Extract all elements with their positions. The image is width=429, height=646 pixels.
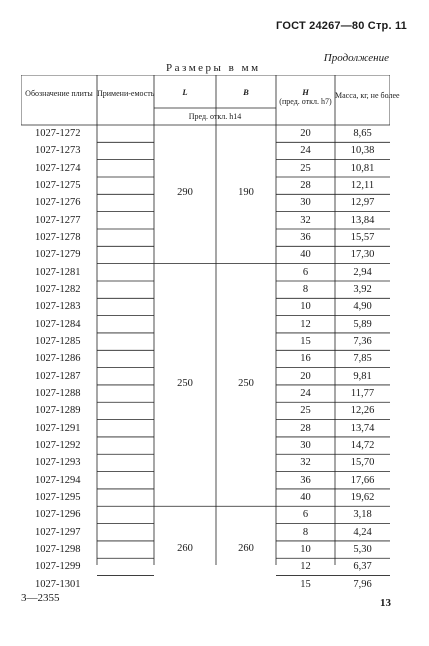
row-H-value: 24 bbox=[300, 145, 311, 157]
row-mass-value: 7,85 bbox=[353, 353, 372, 365]
header-L: L bbox=[182, 87, 188, 97]
row-mass-value: 7,36 bbox=[353, 335, 372, 347]
continuation-label: Продолжение bbox=[323, 52, 389, 64]
row-H-value: 32 bbox=[300, 457, 311, 469]
footer-order-number: 3—2355 bbox=[21, 592, 60, 604]
row-mass-value: 13,84 bbox=[350, 214, 375, 226]
row-designation: 1027-1291 bbox=[35, 422, 81, 434]
header-mass: Масса, кг, не более bbox=[335, 91, 400, 100]
row-designation: 1027-1284 bbox=[35, 318, 81, 330]
row-designation: 1027-1289 bbox=[35, 405, 81, 417]
row-designation: 1027-1272 bbox=[35, 128, 81, 139]
row-H-value: 15 bbox=[300, 335, 311, 347]
row-mass-value: 14,72 bbox=[350, 439, 375, 451]
row-mass-value: 15,70 bbox=[350, 457, 375, 469]
row-H-value: 20 bbox=[300, 370, 311, 382]
row-mass-value: 6,37 bbox=[353, 561, 372, 573]
row-H-value: 10 bbox=[300, 543, 311, 555]
row-H-value: 25 bbox=[300, 405, 311, 417]
row-mass-value: 9,81 bbox=[353, 370, 372, 382]
row-H-value: 8 bbox=[302, 283, 309, 295]
row-H-value: 40 bbox=[300, 249, 311, 261]
row-H-value: 25 bbox=[300, 162, 311, 174]
row-designation: 1027-1279 bbox=[35, 249, 81, 261]
row-mass-value: 3,92 bbox=[353, 283, 372, 295]
row-mass-value: 12,97 bbox=[350, 197, 375, 209]
row-mass-value: 10,38 bbox=[350, 145, 375, 157]
header-applicability: Примени-емость bbox=[97, 89, 155, 98]
row-mass-value: 7,96 bbox=[353, 578, 372, 590]
row-designation: 1027-1282 bbox=[35, 283, 81, 295]
row-mass-value: 10,81 bbox=[350, 162, 375, 174]
row-designation: 1027-1274 bbox=[35, 162, 81, 174]
row-H-value: 36 bbox=[300, 231, 311, 243]
dimensions-table bbox=[21, 75, 400, 590]
row-designation: 1027-1287 bbox=[35, 370, 81, 382]
group-L-value: 290 bbox=[177, 187, 193, 199]
row-designation: 1027-1292 bbox=[35, 439, 81, 451]
group-L-value: 250 bbox=[177, 377, 193, 389]
row-mass-value: 4,90 bbox=[353, 301, 372, 313]
row-designation: 1027-1301 bbox=[35, 578, 81, 590]
row-H-value: 12 bbox=[300, 561, 311, 573]
header-designation: Обозначение плиты bbox=[25, 89, 93, 98]
row-H-value: 16 bbox=[300, 353, 311, 365]
row-designation: 1027-1275 bbox=[35, 179, 81, 191]
row-designation: 1027-1286 bbox=[35, 353, 81, 365]
row-H-value: 20 bbox=[300, 128, 311, 139]
row-designation: 1027-1295 bbox=[35, 491, 81, 503]
row-designation: 1027-1283 bbox=[35, 301, 81, 313]
row-H-value: 6 bbox=[302, 509, 309, 521]
page-header: ГОСТ 24267—80 Стр. 11 bbox=[276, 20, 407, 32]
header-B: B bbox=[243, 87, 249, 97]
row-designation: 1027-1278 bbox=[35, 231, 81, 243]
row-designation: 1027-1294 bbox=[35, 474, 81, 486]
row-mass-value: 19,62 bbox=[350, 491, 375, 503]
row-H-value: 12 bbox=[300, 318, 311, 330]
row-H-value: 15 bbox=[300, 578, 311, 590]
row-H-value: 6 bbox=[302, 266, 309, 278]
header-H: H bbox=[302, 87, 309, 97]
row-designation: 1027-1273 bbox=[35, 145, 81, 157]
row-mass-value: 8,65 bbox=[353, 128, 372, 139]
row-mass-value: 17,30 bbox=[350, 249, 375, 261]
row-mass-value: 4,24 bbox=[353, 526, 372, 538]
row-designation: 1027-1298 bbox=[35, 543, 81, 555]
row-H-value: 24 bbox=[300, 387, 311, 399]
row-H-value: 28 bbox=[300, 422, 311, 434]
row-H-value: 32 bbox=[300, 214, 311, 226]
header-H-tolerance: (пред. откл. h7) bbox=[279, 97, 332, 106]
row-H-value: 40 bbox=[300, 491, 311, 503]
row-designation: 1027-1293 bbox=[35, 457, 81, 469]
row-H-value: 28 bbox=[300, 179, 311, 191]
row-designation: 1027-1281 bbox=[35, 266, 81, 278]
row-mass-value: 17,66 bbox=[350, 474, 375, 486]
row-H-value: 30 bbox=[300, 197, 311, 209]
row-designation: 1027-1297 bbox=[35, 526, 81, 538]
row-mass-value: 3,18 bbox=[353, 509, 372, 521]
group-B-value: 190 bbox=[238, 187, 254, 199]
group-L-value: 260 bbox=[177, 542, 193, 554]
row-H-value: 10 bbox=[300, 301, 311, 313]
group-B-value: 260 bbox=[238, 542, 254, 554]
row-mass-value: 12,11 bbox=[350, 179, 375, 191]
row-mass-value: 5,89 bbox=[353, 318, 372, 330]
row-designation: 1027-1296 bbox=[35, 509, 81, 521]
row-designation: 1027-1277 bbox=[35, 214, 81, 226]
row-mass-value: 2,94 bbox=[353, 266, 372, 278]
row-mass-value: 13,74 bbox=[350, 422, 375, 434]
row-H-value: 8 bbox=[302, 526, 309, 538]
row-designation: 1027-1299 bbox=[35, 561, 81, 573]
row-H-value: 30 bbox=[300, 439, 311, 451]
row-mass-value: 5,30 bbox=[353, 543, 372, 555]
sizes-caption: Размеры в мм bbox=[166, 62, 261, 74]
group-B-value: 250 bbox=[238, 377, 254, 389]
row-designation: 1027-1288 bbox=[35, 387, 81, 399]
row-H-value: 36 bbox=[300, 474, 311, 486]
row-mass-value: 15,57 bbox=[350, 231, 375, 243]
row-designation: 1027-1276 bbox=[35, 197, 81, 209]
row-mass-value: 11,77 bbox=[350, 387, 375, 399]
header-tolerance-h14: Пред. откл. h14 bbox=[188, 112, 242, 121]
row-mass-value: 12,26 bbox=[350, 405, 375, 417]
row-designation: 1027-1285 bbox=[35, 335, 81, 347]
page-number: 13 bbox=[380, 597, 391, 609]
